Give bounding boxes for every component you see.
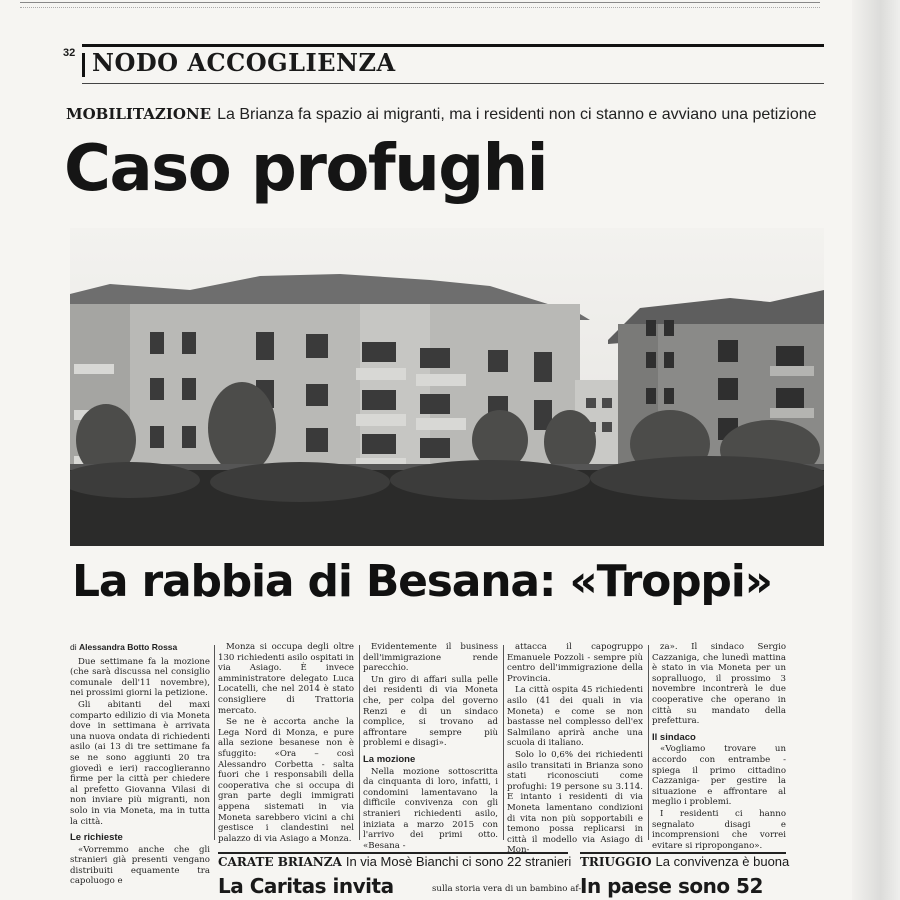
- bottom-left-headline: La Caritas invita: [218, 874, 394, 898]
- building-photo: [70, 228, 824, 546]
- paragraph: Evidentemente il business dell'immigrazione rende parecchio.: [363, 642, 498, 674]
- bottom-right-text: La convivenza è buona: [655, 854, 790, 869]
- bottom-left-text: In via Mosè Bianchi ci sono 22 stranieri: [345, 854, 572, 869]
- paragraph: za». Il sindaco Sergio Cazzaniga, che lunedì mattina è stato in via Moneta per un sopralluogo, il prossimo 3 novembre incontrerà le due cooperative che operano in città su mandato della prefettura.: [652, 642, 786, 727]
- sub-headline: La rabbia di Besana: «Troppi»: [72, 556, 772, 607]
- bottom-right-headline: In paese sono 52: [580, 874, 763, 898]
- column-rule: [214, 645, 215, 840]
- paragraph: Nella mozione sottoscritta da cinquanta di loro, infatti, i condomini lamentavano la difficile convivenza con gli stranieri richiedenti asilo, iniziata a marzo 2015 con l'arrivo dei primi otto. «Besana -: [363, 766, 498, 851]
- column-rule: [648, 645, 649, 840]
- scan-edge-shadow: [852, 0, 900, 900]
- column-rule: [503, 645, 504, 840]
- paragraph: La città ospita 45 richiedenti asilo (41 dei quali in via Moneta) e come se non bastasse nel complesso dell'ex Salmilano aprirà anche una scuola di italiano.: [507, 685, 643, 749]
- paragraph: Solo lo 0,6% dei richiedenti asilo transitati in Brianza sono stati riconosciuti come profughi: 19 persone su 3.114. E intanto i residenti di via Moneta lamentano condizioni di vita non più sopportabili e temono possa replicarsi in città il modello via Asiago di Mon-: [507, 749, 643, 856]
- paragraph: attacca il capogruppo Emanuele Pozzoli - sempre più centro dell'immigrazione della Provincia.: [507, 642, 643, 684]
- article-col-4: [507, 642, 643, 857]
- byline-name: Alessandra Botto Rossa: [79, 642, 178, 652]
- kicker: [66, 104, 817, 124]
- paragraph: «Vogliamo trovare un accordo con entrambe - spiega il primo cittadino Cazzaniga- per gestire la situazione e affrontare al meglio i problemi.: [652, 744, 786, 808]
- top-rule: [20, 2, 820, 8]
- bottom-right-label: TRIUGGIO: [580, 855, 652, 869]
- paragraph: Monza si occupa degli oltre 130 richiedenti asilo ospitati in via Asiago. È invece amministratore delegato Luca Locatelli, che nel 2014 è stato consigliere di Trattoria mercato.: [218, 642, 354, 716]
- byline: di Alessandra Botto Rossa: [70, 642, 178, 652]
- article-col-2: [218, 642, 354, 845]
- paragraph: Se ne è accorta anche la Lega Nord di Monza, e pure alla sezione besanese non è sfuggito: «Ora – così Alessandro Corbetta - salta fuori che i responsabili della cooperativa che si occupa di gran parte degli immigrati appena sistemati in via Moneta sarebbero vicini a chi gestisce i clandestini nel palazzo di via Asiago a Monza.: [218, 717, 354, 844]
- article-col-3: [363, 642, 498, 852]
- article-col-1: [70, 642, 210, 888]
- paragraph: Un giro di affari sulla pelle dei residenti di via Moneta che, per colpa del governo Renzi e di un sindaco complice, si trovano ad affrontare sempre più problemi e disagi».: [363, 674, 498, 749]
- main-headline: Caso profughi: [64, 132, 548, 206]
- bottom-left-label: CARATE BRIANZA: [218, 855, 342, 869]
- kicker-text: La Brianza fa spazio ai migranti, ma i residenti non ci stanno e avviano una petizione: [217, 106, 817, 123]
- subheading: Le richieste: [70, 832, 123, 844]
- paragraph: Gli abitanti del maxi comparto edilizio di via Moneta dove in settimana è arrivata una nuova ondata di richiedenti asilo (ai 13 di tre settimane fa se ne sono aggiunti 20 tra giovedì e ieri) raccoglieranno firme per la città per chiedere al prefetto Giovanna Vilasi di non inviare più migranti, non solo in via Moneta, ma in tutta la città.: [70, 699, 210, 827]
- paragraph: Due settimane fa la mozione (che sarà discussa nel consiglio comunale dell'11 novembre), nei prossimi giorni la petizione.: [70, 656, 210, 699]
- column-rule: [359, 645, 360, 840]
- paragraph: I residenti ci hanno segnalato disagi e incomprensioni che vorrei evitare si ripropongano».: [652, 808, 786, 851]
- article-col-5: [652, 642, 786, 852]
- bottom-left-kicker: [218, 852, 572, 874]
- bottom-left-snippet: sulla storia vera di un bambino af-: [432, 884, 582, 894]
- subheading: La mozione: [363, 753, 416, 765]
- section-title: NODO ACCOGLIENZA: [92, 48, 396, 77]
- page-number: 32: [63, 47, 76, 59]
- subheading: Il sindaco: [652, 731, 696, 743]
- paragraph: «Vorremmo anche che gli stranieri già presenti vengano distribuiti equamente tra capoluogo e: [70, 844, 210, 887]
- bottom-right-kicker: [580, 852, 790, 874]
- kicker-label: MOBILITAZIONE: [66, 105, 212, 123]
